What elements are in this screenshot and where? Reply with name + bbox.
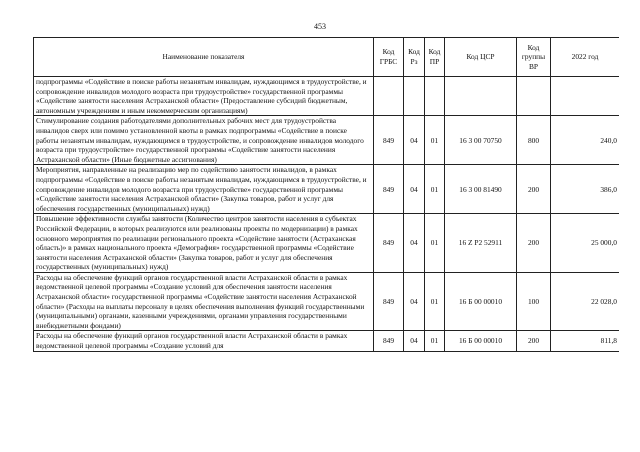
- row-amount: 25 000,0: [551, 214, 620, 273]
- row-name: Расходы на обеспечение функций органов государственной власти Астраханской области в рамках ведомственной целевой программы «Создание условий для: [34, 331, 374, 351]
- row-csr: [445, 77, 517, 116]
- row-name: подпрограммы «Содействие в поиске работы незанятым инвалидам, нуждающимся в трудоустройстве, и сопровождение инвалидов молодого возраста при трудоустройстве» государственной программы «Содействие занятости населения Астраханской области» (Предоставление субсидий бюджетным, автономным учреждениям и иным некоммерческим организациям): [34, 77, 374, 116]
- row-rz: 04: [404, 331, 425, 351]
- header-csr: Код ЦСР: [445, 38, 517, 77]
- row-amount: [551, 77, 620, 116]
- row-grbs: 849: [374, 165, 404, 214]
- table-row: [34, 165, 620, 214]
- row-csr: 16 Б 00 00010: [445, 331, 517, 351]
- row-pr: [425, 77, 445, 116]
- table-header-row: [34, 38, 620, 77]
- row-vr: 200: [517, 331, 551, 351]
- row-vr: [517, 77, 551, 116]
- row-name: Мероприятия, направленные на реализацию мер по содействию занятости инвалидов, в рамках подпрограммы «Содействие в поиске работы незанятым инвалидам, нуждающимся в трудоустройстве, и сопровождение инвалидов молодого возраста при трудоустройстве» государственной программы «Содействие занятости населения Астраханской области» (Закупка товаров, работ и услуг для обеспечения государственных (муниципальных) нужд): [34, 165, 374, 214]
- header-name: Наименование показателя: [34, 38, 374, 77]
- header-pr: Код ПР: [425, 38, 445, 77]
- row-grbs: 849: [374, 331, 404, 351]
- row-pr: 01: [425, 272, 445, 331]
- row-vr: 800: [517, 116, 551, 165]
- budget-table-container: [33, 37, 619, 452]
- budget-table: [33, 37, 619, 352]
- row-amount: 811,8: [551, 331, 620, 351]
- row-csr: 16 3 00 81490: [445, 165, 517, 214]
- row-name: Расходы на обеспечение функций органов государственной власти Астраханской области в рамках ведомственной целевой программы «Создание условий для обеспечения занятости населения Астраханской области» государственной программы «Содействие занятости населения Астраханской области» (Расходы на выплаты персоналу в целях обеспечения выполнения функций государственными (муниципальными) органами, казенными учреждениями, органами управления государственными внебюджетными фондами): [34, 272, 374, 331]
- row-pr: 01: [425, 165, 445, 214]
- row-name: Стимулирование создания работодателями дополнительных рабочих мест для трудоустройства инвалидов сверх или помимо установленной квоты в рамках подпрограммы «Содействие в поиске работы незанятым инвалидам, нуждающимся в трудоустройстве, и сопровождение инвалидов молодого возраста при трудоустройстве» государственной программы «Содействие занятости населения Астраханской области» (Иные бюджетные ассигнования): [34, 116, 374, 165]
- header-rz: Код Рз: [404, 38, 425, 77]
- row-name: Повышение эффективности службы занятости (Количество центров занятости населения в субъектах Российской Федерации, в которых реализуются или реализованы проекты по модернизации) в рамках основного мероприятия по реализации регионального проекта «Содействие занятости (Астраханская область)» в рамках национального проекта «Демография» государственной программы «Содействие занятости населения Астраханской области» (Закупка товаров, работ и услуг для обеспечения государственных (муниципальных) нужд): [34, 214, 374, 273]
- row-pr: 01: [425, 331, 445, 351]
- table-row: [34, 272, 620, 331]
- table-row: [34, 116, 620, 165]
- row-csr: 16 Б 00 00010: [445, 272, 517, 331]
- row-amount: 386,0: [551, 165, 620, 214]
- row-amount: 22 028,0: [551, 272, 620, 331]
- row-amount: 240,0: [551, 116, 620, 165]
- row-vr: 200: [517, 214, 551, 273]
- row-pr: 01: [425, 116, 445, 165]
- table-row: [34, 77, 620, 116]
- row-rz: 04: [404, 116, 425, 165]
- row-rz: 04: [404, 165, 425, 214]
- row-vr: 100: [517, 272, 551, 331]
- header-vr: Код группы ВР: [517, 38, 551, 77]
- row-rz: 04: [404, 272, 425, 331]
- row-grbs: 849: [374, 116, 404, 165]
- row-rz: [404, 77, 425, 116]
- page-number: 453: [314, 22, 326, 31]
- row-grbs: 849: [374, 272, 404, 331]
- row-csr: 16 Z P2 52911: [445, 214, 517, 273]
- header-grbs: Код ГРБС: [374, 38, 404, 77]
- table-row: [34, 214, 620, 273]
- header-year: 2022 год: [551, 38, 620, 77]
- row-pr: 01: [425, 214, 445, 273]
- row-rz: 04: [404, 214, 425, 273]
- row-vr: 200: [517, 165, 551, 214]
- table-row: [34, 331, 620, 351]
- row-grbs: [374, 77, 404, 116]
- row-csr: 16 3 00 70750: [445, 116, 517, 165]
- row-grbs: 849: [374, 214, 404, 273]
